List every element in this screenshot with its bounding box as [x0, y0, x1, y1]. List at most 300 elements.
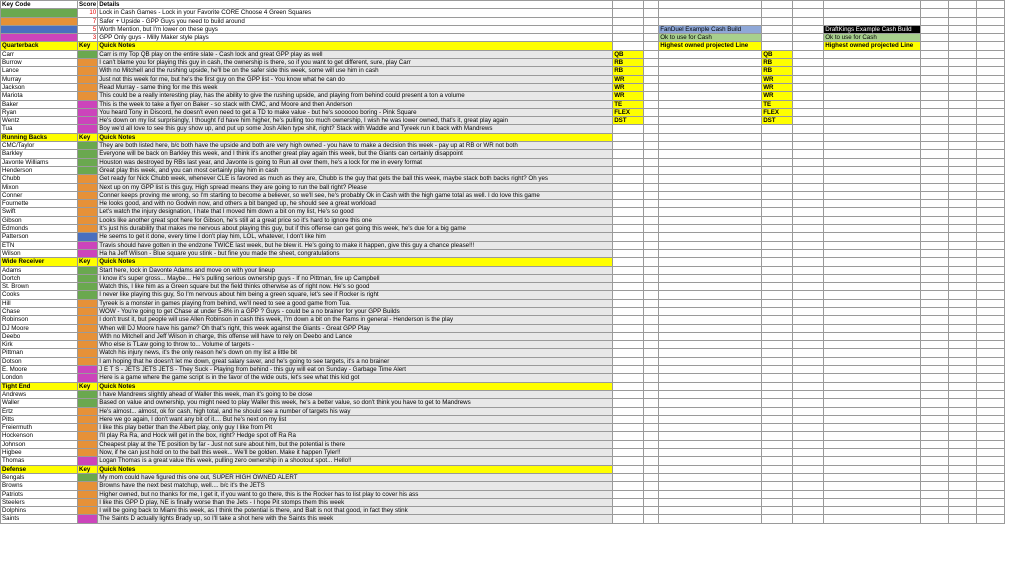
player-note[interactable]: I don't trust it, but people will use Allen Robinson in cash this week, I'm down a bit on the Rams in general - Henderson is the play	[98, 316, 613, 324]
empty-cell[interactable]	[613, 216, 644, 224]
empty-cell[interactable]	[659, 332, 762, 340]
empty-cell[interactable]	[793, 75, 824, 83]
draftkings-highest-owned[interactable]: Highest owned projected Line	[824, 42, 921, 50]
empty-cell[interactable]	[949, 357, 977, 365]
empty-cell[interactable]	[824, 490, 921, 498]
empty-cell[interactable]	[824, 17, 921, 25]
empty-cell[interactable]	[977, 349, 1005, 357]
empty-cell[interactable]	[613, 125, 644, 133]
empty-cell[interactable]	[762, 374, 793, 382]
player-name[interactable]: CMC/Taylor	[1, 142, 78, 150]
empty-cell[interactable]	[659, 108, 762, 116]
player-name[interactable]: Henderson	[1, 166, 78, 174]
empty-cell[interactable]	[644, 449, 659, 457]
empty-cell[interactable]	[977, 457, 1005, 465]
empty-cell[interactable]	[644, 283, 659, 291]
empty-cell[interactable]	[659, 1, 762, 9]
empty-cell[interactable]	[644, 150, 659, 158]
player-note[interactable]: With no Mitchell and Jeff Wilson in charge, this offense will have to rely on Deebo and Lance	[98, 332, 613, 340]
empty-cell[interactable]	[644, 75, 659, 83]
empty-cell[interactable]	[921, 440, 949, 448]
section-title[interactable]: Tight End	[1, 382, 78, 390]
empty-cell[interactable]	[644, 233, 659, 241]
player-name[interactable]: Lance	[1, 67, 78, 75]
empty-cell[interactable]	[977, 67, 1005, 75]
empty-cell[interactable]	[824, 357, 921, 365]
empty-cell[interactable]	[613, 382, 644, 390]
empty-cell[interactable]	[793, 258, 824, 266]
empty-cell[interactable]	[644, 50, 659, 58]
empty-cell[interactable]	[644, 166, 659, 174]
player-name[interactable]: Steelers	[1, 498, 78, 506]
empty-cell[interactable]	[977, 59, 1005, 67]
empty-cell[interactable]	[659, 449, 762, 457]
empty-cell[interactable]	[659, 349, 762, 357]
empty-cell[interactable]	[921, 208, 949, 216]
empty-cell[interactable]	[921, 158, 949, 166]
player-name[interactable]: Chubb	[1, 175, 78, 183]
empty-cell[interactable]	[949, 424, 977, 432]
player-note[interactable]: You heard Tony in Discord, he doesn't even need to get a TD to make value - but he's soooooo boring - Pink Square	[98, 108, 613, 116]
player-name[interactable]: Hill	[1, 299, 78, 307]
player-name[interactable]: Johnson	[1, 440, 78, 448]
empty-cell[interactable]	[977, 274, 1005, 282]
empty-cell[interactable]	[824, 117, 921, 125]
empty-cell[interactable]	[949, 158, 977, 166]
empty-cell[interactable]	[921, 42, 949, 50]
empty-cell[interactable]	[949, 125, 977, 133]
player-name[interactable]: Dolphins	[1, 507, 78, 515]
empty-cell[interactable]	[644, 200, 659, 208]
empty-cell[interactable]	[824, 225, 921, 233]
empty-cell[interactable]	[793, 374, 824, 382]
empty-cell[interactable]	[613, 332, 644, 340]
empty-cell[interactable]	[613, 424, 644, 432]
empty-cell[interactable]	[921, 465, 949, 473]
empty-cell[interactable]	[977, 216, 1005, 224]
empty-cell[interactable]	[613, 183, 644, 191]
player-name[interactable]: London	[1, 374, 78, 382]
player-note[interactable]: This could be a really interesting play, has the ability to give the rushing upside, and playing from behind could present a ton a volume	[98, 92, 613, 100]
empty-cell[interactable]	[977, 233, 1005, 241]
empty-cell[interactable]	[921, 59, 949, 67]
draftkings-position[interactable]: TE	[762, 100, 793, 108]
empty-cell[interactable]	[762, 258, 793, 266]
empty-cell[interactable]	[613, 515, 644, 523]
empty-cell[interactable]	[762, 208, 793, 216]
empty-cell[interactable]	[824, 515, 921, 523]
player-key-color[interactable]	[78, 307, 98, 315]
section-key-header[interactable]: Key	[78, 382, 98, 390]
player-note[interactable]: Looks like another great spot here for Gibson, he's still at a great price so it's hard to ignore this one	[98, 216, 613, 224]
section-title[interactable]: Wide Receiver	[1, 258, 78, 266]
player-key-color[interactable]	[78, 100, 98, 108]
player-key-color[interactable]	[78, 432, 98, 440]
player-key-color[interactable]	[78, 424, 98, 432]
player-note[interactable]: My mom could have figured this one out, SUPER HIGH OWNED ALERT	[98, 473, 613, 481]
empty-cell[interactable]	[644, 307, 659, 315]
empty-cell[interactable]	[762, 150, 793, 158]
empty-cell[interactable]	[949, 9, 977, 17]
empty-cell[interactable]	[824, 9, 921, 17]
empty-cell[interactable]	[613, 175, 644, 183]
empty-cell[interactable]	[921, 249, 949, 257]
empty-cell[interactable]	[659, 432, 762, 440]
empty-cell[interactable]	[644, 374, 659, 382]
empty-cell[interactable]	[644, 9, 659, 17]
empty-cell[interactable]	[977, 424, 1005, 432]
section-title[interactable]: Defense	[1, 465, 78, 473]
empty-cell[interactable]	[644, 274, 659, 282]
player-name[interactable]: Gibson	[1, 216, 78, 224]
fanduel-position[interactable]: FLEX	[613, 108, 644, 116]
fanduel-position[interactable]: WR	[613, 92, 644, 100]
player-key-color[interactable]	[78, 108, 98, 116]
empty-cell[interactable]	[659, 507, 762, 515]
empty-cell[interactable]	[977, 440, 1005, 448]
empty-cell[interactable]	[977, 390, 1005, 398]
empty-cell[interactable]	[644, 191, 659, 199]
empty-cell[interactable]	[613, 208, 644, 216]
player-note[interactable]: He's down on my list surprisingly, I thought I'd have him higher, he's pulling too much ownership, I wish he was lower owned, that's it, great play again	[98, 117, 613, 125]
player-name[interactable]: Barkley	[1, 150, 78, 158]
empty-cell[interactable]	[977, 473, 1005, 481]
empty-cell[interactable]	[659, 92, 762, 100]
empty-cell[interactable]	[613, 291, 644, 299]
empty-cell[interactable]	[824, 1, 921, 9]
empty-cell[interactable]	[644, 92, 659, 100]
draftkings-position[interactable]: RB	[762, 67, 793, 75]
empty-cell[interactable]	[793, 432, 824, 440]
fanduel-position[interactable]: DST	[613, 117, 644, 125]
empty-cell[interactable]	[949, 490, 977, 498]
empty-cell[interactable]	[659, 183, 762, 191]
empty-cell[interactable]	[949, 34, 977, 42]
player-note[interactable]: I like this GPP D play, NE is finally worse than the Jets - I hope Pit stomps them this week	[98, 498, 613, 506]
player-key-color[interactable]	[78, 233, 98, 241]
section-notes-header[interactable]: Quick Notes	[98, 42, 613, 50]
fanduel-highest-owned[interactable]: Highest owned projected Line	[659, 42, 762, 50]
empty-cell[interactable]	[659, 75, 762, 83]
empty-cell[interactable]	[762, 274, 793, 282]
empty-cell[interactable]	[793, 390, 824, 398]
empty-cell[interactable]	[824, 366, 921, 374]
fanduel-position[interactable]: RB	[613, 67, 644, 75]
empty-cell[interactable]	[762, 415, 793, 423]
player-name[interactable]: Robinson	[1, 316, 78, 324]
empty-cell[interactable]	[949, 216, 977, 224]
player-note[interactable]: He looks good, and with no Godwin now, and others a bit banged up, he should see a great workload	[98, 200, 613, 208]
player-name[interactable]: Fournette	[1, 200, 78, 208]
player-note[interactable]: Browns have the next best matchup, well.... b/c it's the JETS	[98, 482, 613, 490]
legend-text[interactable]: GPP Only guys - Milly Maker style plays	[98, 34, 613, 42]
player-note[interactable]: They are both listed here, b/c both have the upside and both are very high owned - you have to make a decision this week - pay up at RB or WR not both	[98, 142, 613, 150]
empty-cell[interactable]	[644, 249, 659, 257]
player-key-color[interactable]	[78, 283, 98, 291]
empty-cell[interactable]	[949, 142, 977, 150]
player-name[interactable]: Andrews	[1, 390, 78, 398]
empty-cell[interactable]	[949, 225, 977, 233]
empty-cell[interactable]	[949, 258, 977, 266]
empty-cell[interactable]	[613, 374, 644, 382]
empty-cell[interactable]	[793, 17, 824, 25]
player-key-color[interactable]	[78, 299, 98, 307]
empty-cell[interactable]	[949, 307, 977, 315]
empty-cell[interactable]	[793, 357, 824, 365]
empty-cell[interactable]	[921, 142, 949, 150]
player-note[interactable]: Just not this week for me, but he's the first guy on the GPP list - You know what he can do	[98, 75, 613, 83]
empty-cell[interactable]	[613, 133, 644, 141]
empty-cell[interactable]	[921, 332, 949, 340]
player-key-color[interactable]	[78, 490, 98, 498]
player-key-color[interactable]	[78, 75, 98, 83]
empty-cell[interactable]	[977, 34, 1005, 42]
empty-cell[interactable]	[644, 424, 659, 432]
player-note[interactable]: Let's watch the injury designation, I hate that I moved him down a bit on my list, He's so good	[98, 208, 613, 216]
legend-color-swatch[interactable]	[1, 34, 78, 42]
empty-cell[interactable]	[644, 473, 659, 481]
empty-cell[interactable]	[659, 457, 762, 465]
empty-cell[interactable]	[977, 324, 1005, 332]
empty-cell[interactable]	[793, 341, 824, 349]
player-note[interactable]: Based on value and ownership, you might need to play Waller this week, he's a better value, so don't think you have to get to Mandrews	[98, 399, 613, 407]
empty-cell[interactable]	[977, 125, 1005, 133]
empty-cell[interactable]	[977, 258, 1005, 266]
player-name[interactable]: Browns	[1, 482, 78, 490]
empty-cell[interactable]	[824, 440, 921, 448]
empty-cell[interactable]	[762, 440, 793, 448]
player-name[interactable]: Cooks	[1, 291, 78, 299]
empty-cell[interactable]	[793, 249, 824, 257]
player-note[interactable]: Houston was destroyed by RBs last year, and Javonte is going to Run all over them, he's a lock for me in every format	[98, 158, 613, 166]
empty-cell[interactable]	[644, 324, 659, 332]
empty-cell[interactable]	[977, 507, 1005, 515]
player-note[interactable]: Here is a game where the game script is in the favor of the wide outs, let's see what this kid got	[98, 374, 613, 382]
empty-cell[interactable]	[793, 399, 824, 407]
empty-cell[interactable]	[949, 92, 977, 100]
player-note[interactable]: I will be going back to Miami this week, as I think the potential is there, and Balt is not that good, in fact they stink	[98, 507, 613, 515]
fanduel-ok-cash[interactable]: Ok to use for Cash	[659, 34, 762, 42]
player-name[interactable]: Wentz	[1, 117, 78, 125]
empty-cell[interactable]	[659, 341, 762, 349]
empty-cell[interactable]	[793, 515, 824, 523]
empty-cell[interactable]	[644, 440, 659, 448]
empty-cell[interactable]	[613, 34, 644, 42]
empty-cell[interactable]	[644, 133, 659, 141]
empty-cell[interactable]	[921, 432, 949, 440]
empty-cell[interactable]	[824, 424, 921, 432]
player-name[interactable]: Freiermuth	[1, 424, 78, 432]
legend-score[interactable]: 5	[78, 25, 98, 33]
empty-cell[interactable]	[659, 233, 762, 241]
empty-cell[interactable]	[921, 457, 949, 465]
empty-cell[interactable]	[644, 266, 659, 274]
empty-cell[interactable]	[921, 449, 949, 457]
empty-cell[interactable]	[977, 17, 1005, 25]
empty-cell[interactable]	[921, 266, 949, 274]
empty-cell[interactable]	[793, 100, 824, 108]
empty-cell[interactable]	[762, 191, 793, 199]
player-note[interactable]: Travis should have gotten in the endzone TWICE last week, but he blew it. He's going to make it happen, give this guy a chance please!!!	[98, 241, 613, 249]
player-note[interactable]: I'll play Ra Ra, and Hock will get in the box, right? Hedge spot off Ra Ra	[98, 432, 613, 440]
player-key-color[interactable]	[78, 440, 98, 448]
empty-cell[interactable]	[793, 183, 824, 191]
empty-cell[interactable]	[921, 258, 949, 266]
empty-cell[interactable]	[613, 399, 644, 407]
empty-cell[interactable]	[762, 465, 793, 473]
empty-cell[interactable]	[659, 390, 762, 398]
empty-cell[interactable]	[824, 382, 921, 390]
empty-cell[interactable]	[644, 390, 659, 398]
legend-text[interactable]: Lock in Cash Games - Lock in your Favorite CORE Choose 4 Green Squares	[98, 9, 613, 17]
player-name[interactable]: DJ Moore	[1, 324, 78, 332]
empty-cell[interactable]	[659, 274, 762, 282]
empty-cell[interactable]	[949, 42, 977, 50]
empty-cell[interactable]	[762, 341, 793, 349]
empty-cell[interactable]	[949, 449, 977, 457]
empty-cell[interactable]	[793, 424, 824, 432]
empty-cell[interactable]	[659, 17, 762, 25]
empty-cell[interactable]	[977, 341, 1005, 349]
empty-cell[interactable]	[977, 374, 1005, 382]
player-note[interactable]: I am hoping that he doesn't let me down, great salary saver, and he's going to see targets, it's a no brainer	[98, 357, 613, 365]
empty-cell[interactable]	[949, 108, 977, 116]
empty-cell[interactable]	[613, 233, 644, 241]
draftkings-ok-cash[interactable]: Ok to use for Cash	[824, 34, 921, 42]
empty-cell[interactable]	[762, 324, 793, 332]
empty-cell[interactable]	[793, 83, 824, 91]
empty-cell[interactable]	[921, 25, 949, 33]
empty-cell[interactable]	[644, 216, 659, 224]
legend-text[interactable]: Safer + Upside - GPP Guys you need to build around	[98, 17, 613, 25]
legend-score[interactable]: 3	[78, 34, 98, 42]
empty-cell[interactable]	[949, 382, 977, 390]
empty-cell[interactable]	[949, 324, 977, 332]
empty-cell[interactable]	[949, 366, 977, 374]
empty-cell[interactable]	[659, 50, 762, 58]
empty-cell[interactable]	[644, 142, 659, 150]
empty-cell[interactable]	[613, 25, 644, 33]
empty-cell[interactable]	[977, 407, 1005, 415]
empty-cell[interactable]	[793, 67, 824, 75]
empty-cell[interactable]	[921, 415, 949, 423]
empty-cell[interactable]	[644, 100, 659, 108]
player-key-color[interactable]	[78, 83, 98, 91]
empty-cell[interactable]	[949, 233, 977, 241]
player-key-color[interactable]	[78, 150, 98, 158]
empty-cell[interactable]	[793, 457, 824, 465]
player-name[interactable]: Deebo	[1, 332, 78, 340]
empty-cell[interactable]	[762, 200, 793, 208]
player-note[interactable]: Get ready for Nick Chubb week, whenever CLE is favored as much as they are, Chubb is the guy that gets the ball this week, maybe stack both backs right? Oh yes	[98, 175, 613, 183]
empty-cell[interactable]	[762, 299, 793, 307]
empty-cell[interactable]	[921, 324, 949, 332]
empty-cell[interactable]	[977, 191, 1005, 199]
empty-cell[interactable]	[762, 17, 793, 25]
empty-cell[interactable]	[921, 92, 949, 100]
empty-cell[interactable]	[824, 299, 921, 307]
empty-cell[interactable]	[921, 150, 949, 158]
empty-cell[interactable]	[793, 440, 824, 448]
player-name[interactable]: St. Brown	[1, 283, 78, 291]
empty-cell[interactable]	[977, 515, 1005, 523]
empty-cell[interactable]	[824, 142, 921, 150]
empty-cell[interactable]	[659, 175, 762, 183]
player-key-color[interactable]	[78, 208, 98, 216]
empty-cell[interactable]	[659, 142, 762, 150]
empty-cell[interactable]	[921, 117, 949, 125]
empty-cell[interactable]	[949, 473, 977, 481]
player-name[interactable]: Waller	[1, 399, 78, 407]
empty-cell[interactable]	[921, 233, 949, 241]
empty-cell[interactable]	[824, 274, 921, 282]
empty-cell[interactable]	[613, 258, 644, 266]
empty-cell[interactable]	[762, 125, 793, 133]
empty-cell[interactable]	[644, 507, 659, 515]
section-key-header[interactable]: Key	[78, 133, 98, 141]
fanduel-position[interactable]: WR	[613, 83, 644, 91]
empty-cell[interactable]	[824, 341, 921, 349]
empty-cell[interactable]	[762, 175, 793, 183]
empty-cell[interactable]	[977, 117, 1005, 125]
empty-cell[interactable]	[977, 241, 1005, 249]
empty-cell[interactable]	[921, 1, 949, 9]
empty-cell[interactable]	[644, 366, 659, 374]
player-note[interactable]: J E T S - JETS JETS JETS - They Suck - Playing from behind - this guy will eat on Sunday - Garbage Time Alert	[98, 366, 613, 374]
empty-cell[interactable]	[921, 216, 949, 224]
empty-cell[interactable]	[613, 432, 644, 440]
empty-cell[interactable]	[613, 249, 644, 257]
empty-cell[interactable]	[659, 357, 762, 365]
empty-cell[interactable]	[921, 341, 949, 349]
empty-cell[interactable]	[644, 482, 659, 490]
empty-cell[interactable]	[824, 498, 921, 506]
empty-cell[interactable]	[659, 150, 762, 158]
empty-cell[interactable]	[613, 324, 644, 332]
empty-cell[interactable]	[644, 498, 659, 506]
empty-cell[interactable]	[977, 83, 1005, 91]
empty-cell[interactable]	[824, 50, 921, 58]
empty-cell[interactable]	[613, 17, 644, 25]
empty-cell[interactable]	[949, 274, 977, 282]
empty-cell[interactable]	[977, 299, 1005, 307]
empty-cell[interactable]	[793, 1, 824, 9]
empty-cell[interactable]	[977, 498, 1005, 506]
empty-cell[interactable]	[762, 241, 793, 249]
empty-cell[interactable]	[921, 183, 949, 191]
empty-cell[interactable]	[824, 457, 921, 465]
empty-cell[interactable]	[824, 349, 921, 357]
empty-cell[interactable]	[949, 25, 977, 33]
empty-cell[interactable]	[659, 307, 762, 315]
player-name[interactable]: Wilson	[1, 249, 78, 257]
player-name[interactable]: Burrow	[1, 59, 78, 67]
empty-cell[interactable]	[644, 332, 659, 340]
empty-cell[interactable]	[613, 440, 644, 448]
empty-cell[interactable]	[644, 183, 659, 191]
empty-cell[interactable]	[977, 382, 1005, 390]
empty-cell[interactable]	[921, 108, 949, 116]
player-key-color[interactable]	[78, 324, 98, 332]
empty-cell[interactable]	[613, 498, 644, 506]
empty-cell[interactable]	[949, 117, 977, 125]
player-note[interactable]: Boy we'd all love to see this guy show up, and put up some Josh Allen type shit, right? Stack with Waddle and Tyreek run it back with Mandrews	[98, 125, 613, 133]
empty-cell[interactable]	[977, 158, 1005, 166]
player-key-color[interactable]	[78, 225, 98, 233]
player-key-color[interactable]	[78, 449, 98, 457]
empty-cell[interactable]	[921, 299, 949, 307]
empty-cell[interactable]	[949, 316, 977, 324]
